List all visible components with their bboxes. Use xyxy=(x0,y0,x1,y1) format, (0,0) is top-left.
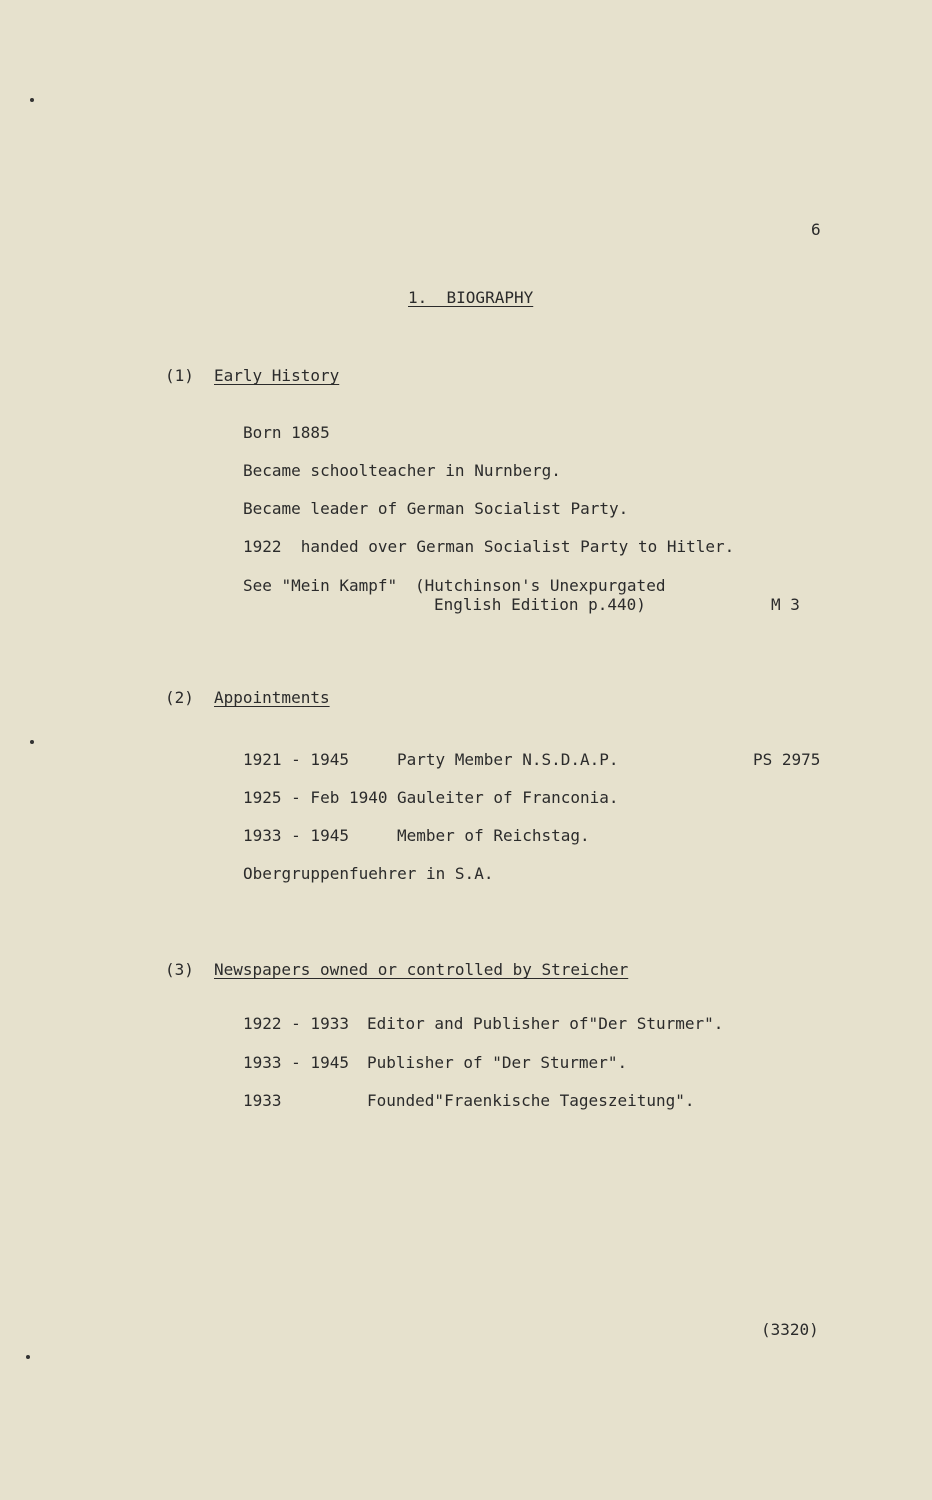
section-heading: Early History xyxy=(214,366,340,385)
see-reference-text: (Hutchinson's Unexpurgated xyxy=(415,576,666,595)
section-number: (2) xyxy=(165,688,194,707)
see-reference-text: English Edition p.440) xyxy=(434,595,646,614)
history-line: Became schoolteacher in Nurnberg. xyxy=(243,461,561,480)
newspaper-dates: 1922 - 1933 xyxy=(243,1014,349,1033)
section-number: (3) xyxy=(165,960,194,979)
appointment-dates: 1921 - 1945 xyxy=(243,750,349,769)
punch-mark xyxy=(30,740,34,744)
appointment-desc: Party Member N.S.D.A.P. xyxy=(397,750,619,769)
history-line: Became leader of German Socialist Party. xyxy=(243,499,629,518)
document-reference: PS 2975 xyxy=(753,750,821,769)
appointment-note: Obergruppenfuehrer in S.A. xyxy=(243,864,494,883)
section-heading: Appointments xyxy=(214,688,330,707)
newspaper-desc: Founded"Fraenkische Tageszeitung". xyxy=(367,1091,695,1110)
punch-mark xyxy=(30,98,34,102)
newspaper-desc: Publisher of "Der Sturmer". xyxy=(367,1053,628,1072)
punch-mark xyxy=(26,1355,30,1359)
document-reference: M 3 xyxy=(771,595,800,614)
footer-code: (3320) xyxy=(761,1320,819,1339)
history-line: Born 1885 xyxy=(243,423,330,442)
see-reference-lead: See "Mein Kampf" xyxy=(243,576,398,595)
appointment-dates: 1933 - 1945 xyxy=(243,826,349,845)
page-title: 1. BIOGRAPHY xyxy=(408,288,534,307)
section-number: (1) xyxy=(165,366,194,385)
newspaper-desc: Editor and Publisher of"Der Sturmer". xyxy=(367,1014,724,1033)
history-line: 1922 handed over German Socialist Party to Hitler. xyxy=(243,537,735,556)
page-number: 6 xyxy=(811,220,821,239)
newspaper-dates: 1933 xyxy=(243,1091,282,1110)
appointment-dates: 1925 - Feb 1940 xyxy=(243,788,388,807)
appointment-desc: Gauleiter of Franconia. xyxy=(397,788,619,807)
newspaper-dates: 1933 - 1945 xyxy=(243,1053,349,1072)
section-heading: Newspapers owned or controlled by Streicher xyxy=(214,960,629,979)
appointment-desc: Member of Reichstag. xyxy=(397,826,590,845)
